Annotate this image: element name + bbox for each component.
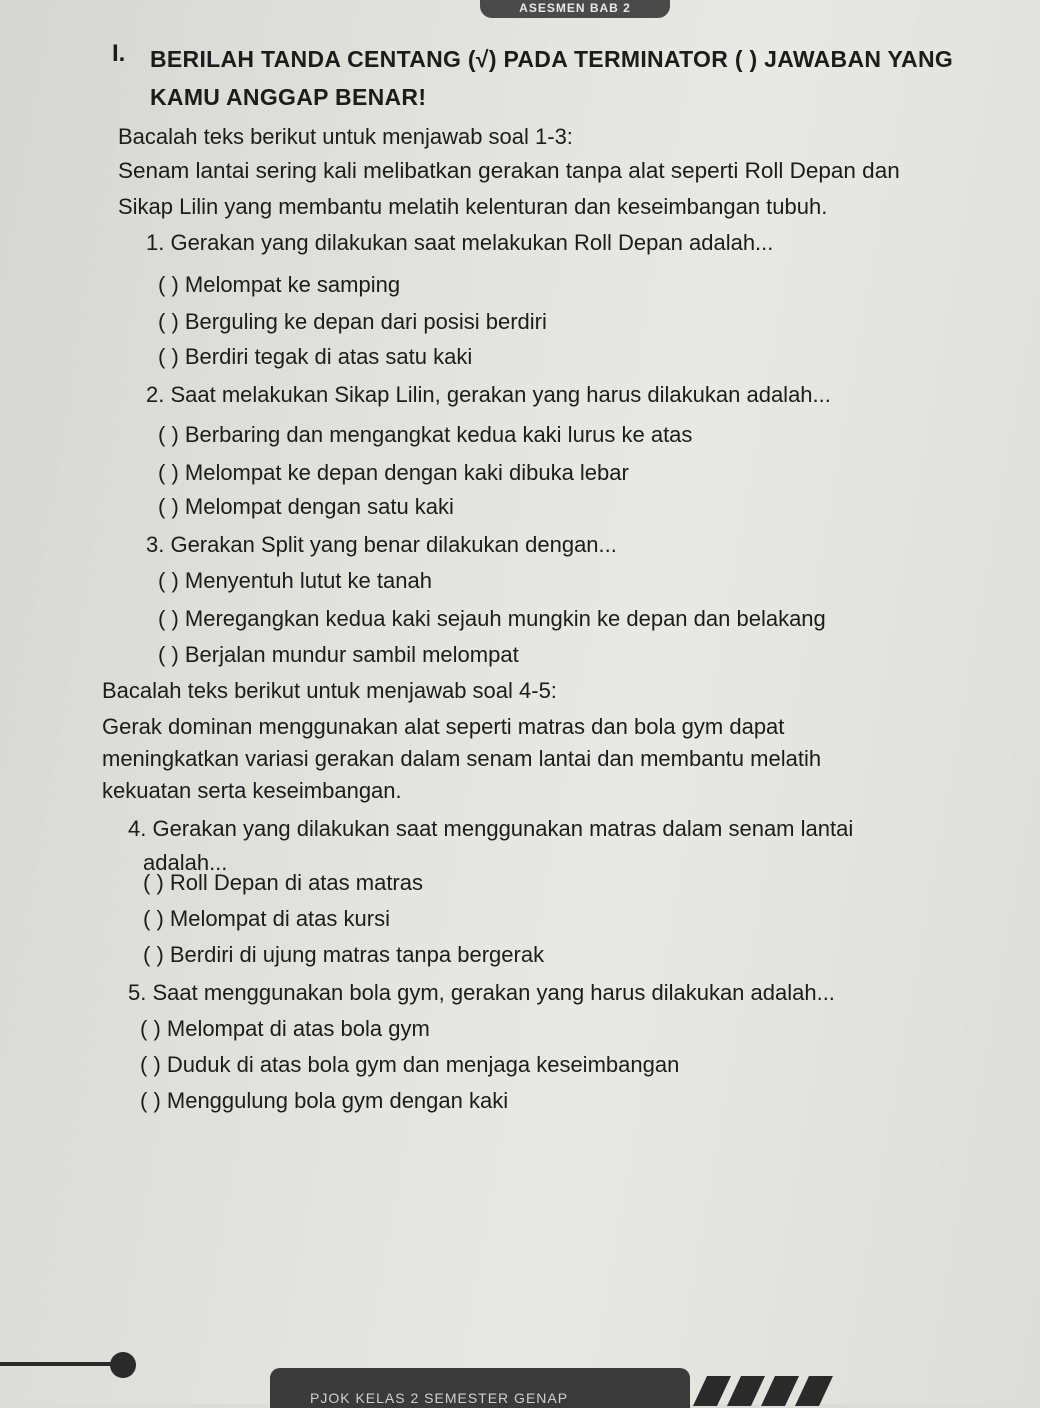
- passage-2-line-3: kekuatan serta keseimbangan.: [102, 778, 402, 803]
- header-tab-label: ASESMEN BAB 2: [519, 1, 631, 15]
- passage-2-line-1: Gerak dominan menggunakan alat seperti matras dan bola gym dapat: [102, 714, 785, 739]
- question-2: 2. Saat melakukan Sikap Lilin, gerakan yang harus dilakukan adalah...: [146, 382, 831, 407]
- q1-option-a[interactable]: ( ) Melompat ke samping: [158, 272, 401, 297]
- q1-option-c[interactable]: ( ) Berdiri tegak di atas satu kaki: [158, 344, 473, 369]
- q4-option-b[interactable]: ( ) Melompat di atas kursi: [143, 906, 390, 931]
- passage-1-line-1: Senam lantai sering kali melibatkan gerakan tanpa alat seperti Roll Depan dan: [118, 158, 900, 183]
- q4-option-a[interactable]: ( ) Roll Depan di atas matras: [143, 870, 423, 895]
- q1-option-b[interactable]: ( ) Berguling ke depan dari posisi berdiri: [158, 309, 547, 334]
- passage-2-lead: Bacalah teks berikut untuk menjawab soal 4-5:: [102, 678, 557, 703]
- header-tab: [480, 0, 670, 18]
- instruction-line-2: KAMU ANGGAP BENAR!: [150, 84, 427, 110]
- q3-option-a[interactable]: ( ) Menyentuh lutut ke tanah: [158, 568, 432, 593]
- q5-option-a[interactable]: ( ) Melompat di atas bola gym: [140, 1016, 430, 1041]
- instruction-line-1: BERILAH TANDA CENTANG (√) PADA TERMINATOR ( ) JAWABAN YANG: [150, 46, 954, 72]
- section-instruction: [150, 40, 970, 116]
- footer-stripe: [693, 1376, 731, 1406]
- passage-2-line-2: meningkatkan variasi gerakan dalam senam lantai dan membantu melatih: [102, 746, 822, 771]
- passage-1-line-2: Sikap Lilin yang membantu melatih kelenturan dan keseimbangan tubuh.: [118, 194, 828, 219]
- footer-dot: [110, 1352, 136, 1378]
- question-5: 5. Saat menggunakan bola gym, gerakan yang harus dilakukan adalah...: [128, 980, 835, 1005]
- q5-option-b[interactable]: ( ) Duduk di atas bola gym dan menjaga keseimbangan: [140, 1052, 680, 1077]
- q2-option-b[interactable]: ( ) Melompat ke depan dengan kaki dibuka lebar: [158, 460, 629, 485]
- question-4-continued: adalah...: [143, 850, 228, 875]
- question-4: 4. Gerakan yang dilakukan saat menggunakan matras dalam senam lantai: [128, 816, 854, 841]
- q3-option-c[interactable]: ( ) Berjalan mundur sambil melompat: [158, 642, 519, 667]
- q2-option-a[interactable]: ( ) Berbaring dan mengangkat kedua kaki lurus ke atas: [158, 422, 693, 447]
- question-3: 3. Gerakan Split yang benar dilakukan dengan...: [146, 532, 617, 557]
- question-1: 1. Gerakan yang dilakukan saat melakukan Roll Depan adalah...: [146, 230, 774, 255]
- section-number: I.: [112, 40, 126, 67]
- footer-stripe: [761, 1376, 799, 1406]
- footer-line: [0, 1362, 120, 1366]
- q4-option-c[interactable]: ( ) Berdiri di ujung matras tanpa bergerak: [143, 942, 545, 967]
- footer-stripe: [727, 1376, 765, 1406]
- footer-stripe: [795, 1376, 833, 1406]
- q3-option-b[interactable]: ( ) Meregangkan kedua kaki sejauh mungkin ke depan dan belakang: [158, 606, 826, 631]
- footer-bar: [270, 1368, 690, 1408]
- q2-option-c[interactable]: ( ) Melompat dengan satu kaki: [158, 494, 454, 519]
- q5-option-c[interactable]: ( ) Menggulung bola gym dengan kaki: [140, 1088, 509, 1113]
- passage-1-lead: Bacalah teks berikut untuk menjawab soal 1-3:: [118, 124, 573, 149]
- footer-label: PJOK KELAS 2 SEMESTER GENAP: [310, 1390, 569, 1406]
